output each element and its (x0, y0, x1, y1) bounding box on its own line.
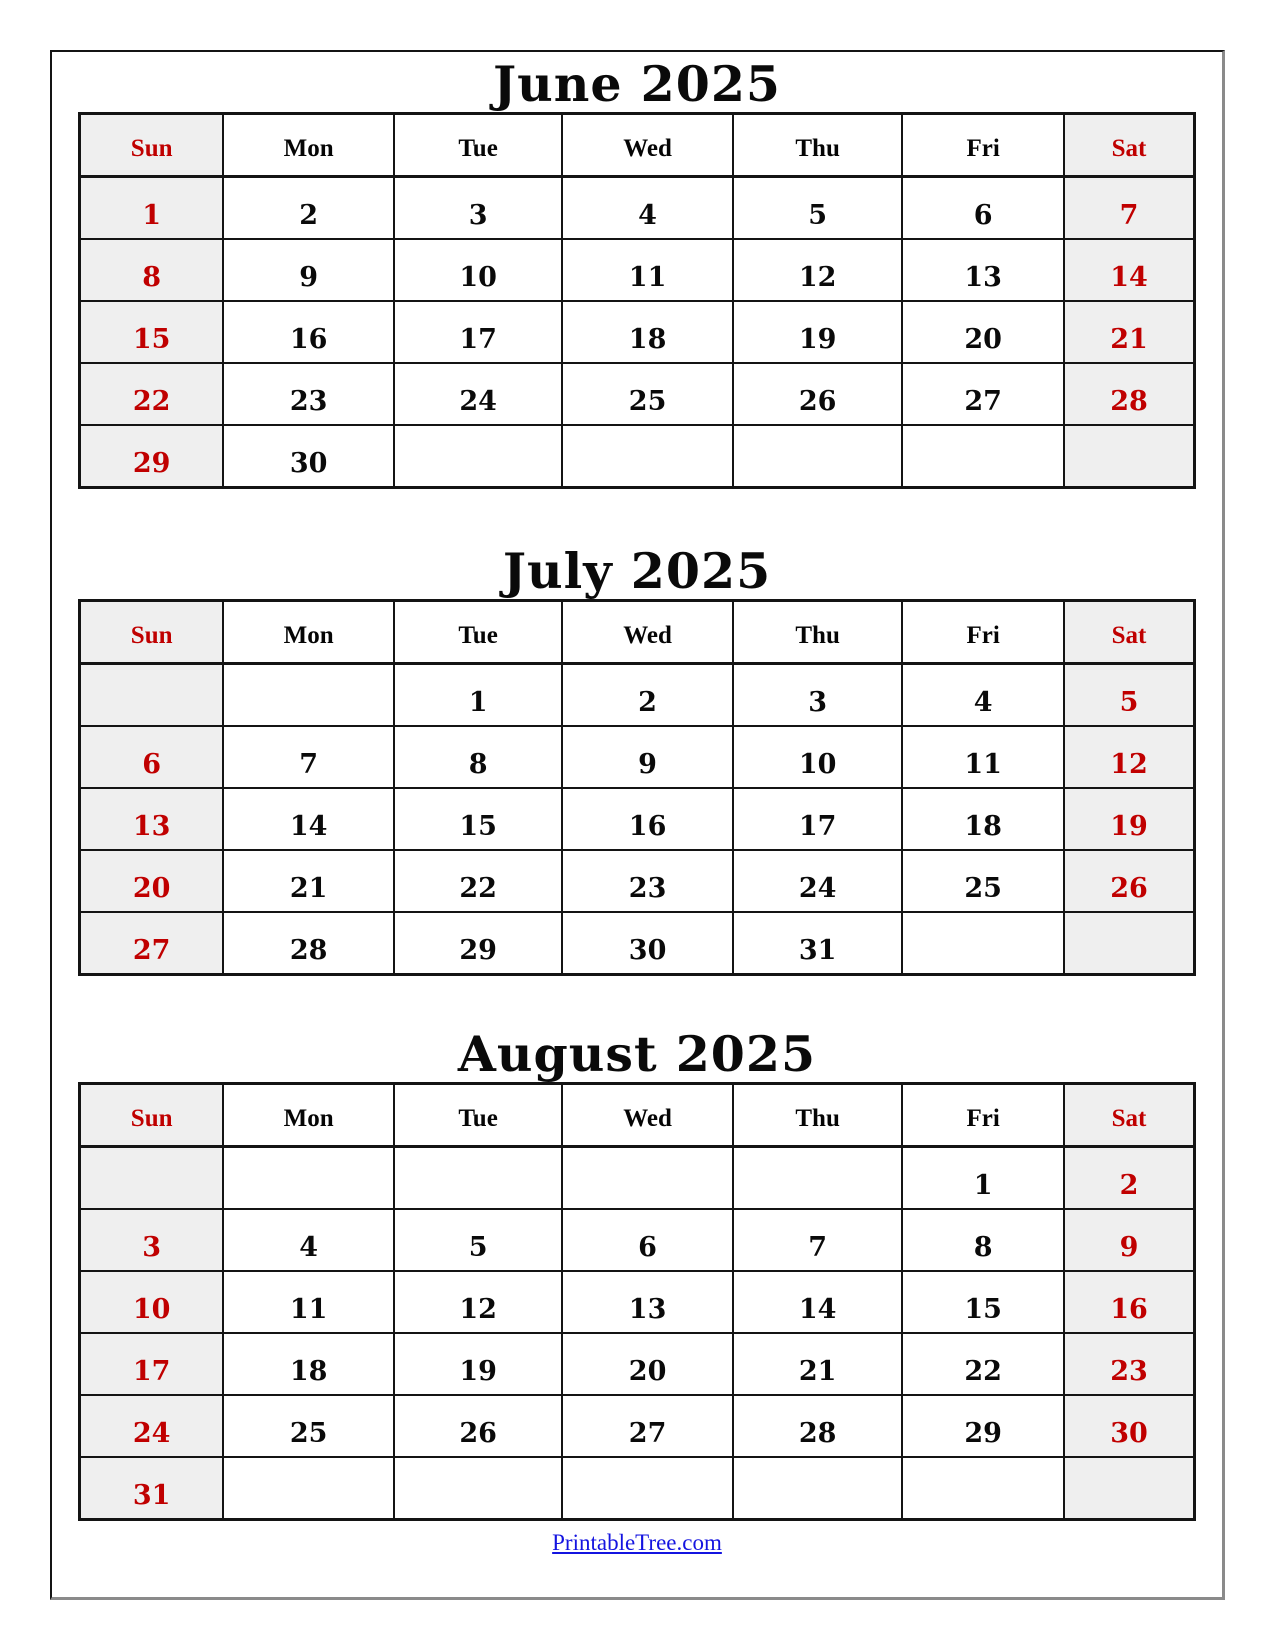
week-row (80, 1271, 1195, 1333)
date-cell: 22 (394, 850, 562, 912)
date-cell: 9 (562, 726, 733, 788)
date-cell: 15 (80, 301, 224, 363)
date-cell (902, 425, 1064, 488)
date-cell (562, 425, 733, 488)
date-cell: 10 (80, 1271, 224, 1333)
date-cell (223, 1457, 394, 1520)
week-row (80, 1147, 1195, 1210)
date-cell: 20 (902, 301, 1064, 363)
date-cell: 4 (902, 664, 1064, 727)
date-cell (562, 1147, 733, 1210)
date-cell: 30 (1064, 1395, 1194, 1457)
date-cell: 3 (394, 177, 562, 240)
day-header-mon: Mon (223, 1084, 394, 1147)
date-cell: 11 (562, 239, 733, 301)
date-cell: 26 (394, 1395, 562, 1457)
day-header-wed: Wed (562, 1084, 733, 1147)
day-header-fri: Fri (902, 114, 1064, 177)
week-row (80, 1209, 1195, 1271)
date-cell: 29 (394, 912, 562, 975)
date-cell: 6 (80, 726, 224, 788)
date-cell: 17 (80, 1333, 224, 1395)
date-cell (394, 1457, 562, 1520)
day-header-thu: Thu (733, 114, 902, 177)
day-header-sat: Sat (1064, 114, 1194, 177)
date-cell: 6 (902, 177, 1064, 240)
date-cell (223, 1147, 394, 1210)
day-header-thu: Thu (733, 601, 902, 664)
date-cell: 8 (394, 726, 562, 788)
day-header-fri: Fri (902, 1084, 1064, 1147)
date-cell: 1 (80, 177, 224, 240)
week-row (80, 239, 1195, 301)
date-cell: 16 (1064, 1271, 1194, 1333)
date-cell: 9 (223, 239, 394, 301)
date-cell: 5 (733, 177, 902, 240)
date-cell: 13 (80, 788, 224, 850)
date-cell: 29 (902, 1395, 1064, 1457)
date-cell: 19 (733, 301, 902, 363)
calendar-table-june (78, 112, 1196, 489)
date-cell: 7 (1064, 177, 1194, 240)
date-cell: 10 (394, 239, 562, 301)
date-cell: 8 (80, 239, 224, 301)
date-cell: 30 (562, 912, 733, 975)
date-cell: 2 (562, 664, 733, 727)
date-cell: 7 (733, 1209, 902, 1271)
date-cell: 13 (902, 239, 1064, 301)
date-cell: 29 (80, 425, 224, 488)
date-cell (1064, 1457, 1194, 1520)
page-frame (50, 50, 1225, 1600)
date-cell: 30 (223, 425, 394, 488)
week-row (80, 726, 1195, 788)
week-row (80, 850, 1195, 912)
date-cell: 1 (902, 1147, 1064, 1210)
date-cell: 1 (394, 664, 562, 727)
date-cell: 20 (80, 850, 224, 912)
date-cell: 21 (1064, 301, 1194, 363)
date-cell (562, 1457, 733, 1520)
date-cell: 22 (80, 363, 224, 425)
date-cell: 5 (394, 1209, 562, 1271)
date-cell: 23 (223, 363, 394, 425)
date-cell: 31 (733, 912, 902, 975)
day-header-tue: Tue (394, 601, 562, 664)
date-cell: 15 (902, 1271, 1064, 1333)
date-cell: 4 (223, 1209, 394, 1271)
week-row (80, 1395, 1195, 1457)
date-cell: 17 (733, 788, 902, 850)
date-cell: 8 (902, 1209, 1064, 1271)
month-title-june: June 2025 (492, 55, 782, 113)
day-header-wed: Wed (562, 601, 733, 664)
date-cell: 22 (902, 1333, 1064, 1395)
date-cell: 25 (562, 363, 733, 425)
week-row (80, 664, 1195, 727)
date-cell (394, 425, 562, 488)
date-cell (902, 912, 1064, 975)
date-cell: 4 (562, 177, 733, 240)
date-cell: 18 (562, 301, 733, 363)
day-header-sat: Sat (1064, 601, 1194, 664)
date-cell: 28 (223, 912, 394, 975)
date-cell (902, 1457, 1064, 1520)
date-cell: 20 (562, 1333, 733, 1395)
date-cell: 19 (394, 1333, 562, 1395)
date-cell: 18 (223, 1333, 394, 1395)
date-cell: 27 (562, 1395, 733, 1457)
date-cell (80, 1147, 224, 1210)
date-cell: 17 (394, 301, 562, 363)
date-cell: 10 (733, 726, 902, 788)
month-title-july: July 2025 (502, 542, 772, 600)
date-cell: 3 (733, 664, 902, 727)
date-cell: 13 (562, 1271, 733, 1333)
page-footer (52, 1530, 1222, 1556)
week-row (80, 177, 1195, 240)
date-cell: 23 (1064, 1333, 1194, 1395)
week-row (80, 363, 1195, 425)
date-cell: 14 (1064, 239, 1194, 301)
day-header-mon: Mon (223, 601, 394, 664)
date-cell: 24 (394, 363, 562, 425)
day-header-wed: Wed (562, 114, 733, 177)
date-cell (80, 664, 224, 727)
week-row (80, 1457, 1195, 1520)
date-cell: 2 (1064, 1147, 1194, 1210)
date-cell: 18 (902, 788, 1064, 850)
date-cell: 12 (1064, 726, 1194, 788)
week-row (80, 788, 1195, 850)
date-cell: 11 (902, 726, 1064, 788)
date-cell: 3 (80, 1209, 224, 1271)
day-header-row (80, 114, 1195, 177)
date-cell: 31 (80, 1457, 224, 1520)
month-title-august: August 2025 (457, 1025, 817, 1083)
date-cell: 7 (223, 726, 394, 788)
day-header-tue: Tue (394, 114, 562, 177)
date-cell: 14 (733, 1271, 902, 1333)
date-cell: 6 (562, 1209, 733, 1271)
day-header-sun: Sun (80, 1084, 224, 1147)
date-cell (1064, 912, 1194, 975)
week-row (80, 912, 1195, 975)
date-cell: 16 (223, 301, 394, 363)
day-header-sun: Sun (80, 114, 224, 177)
week-row (80, 425, 1195, 488)
calendar-table-august (78, 1082, 1196, 1521)
date-cell: 28 (1064, 363, 1194, 425)
date-cell: 9 (1064, 1209, 1194, 1271)
date-cell: 21 (223, 850, 394, 912)
date-cell: 21 (733, 1333, 902, 1395)
date-cell: 25 (902, 850, 1064, 912)
date-cell: 12 (733, 239, 902, 301)
date-cell: 27 (902, 363, 1064, 425)
date-cell: 11 (223, 1271, 394, 1333)
day-header-sun: Sun (80, 601, 224, 664)
date-cell (223, 664, 394, 727)
date-cell (733, 1147, 902, 1210)
date-cell: 25 (223, 1395, 394, 1457)
date-cell (733, 1457, 902, 1520)
date-cell: 5 (1064, 664, 1194, 727)
week-row (80, 1333, 1195, 1395)
date-cell: 12 (394, 1271, 562, 1333)
date-cell: 24 (733, 850, 902, 912)
date-cell: 27 (80, 912, 224, 975)
day-header-sat: Sat (1064, 1084, 1194, 1147)
date-cell: 2 (223, 177, 394, 240)
day-header-mon: Mon (223, 114, 394, 177)
date-cell (733, 425, 902, 488)
date-cell: 15 (394, 788, 562, 850)
date-cell: 16 (562, 788, 733, 850)
date-cell: 23 (562, 850, 733, 912)
date-cell: 26 (733, 363, 902, 425)
date-cell: 14 (223, 788, 394, 850)
date-cell (394, 1147, 562, 1210)
day-header-row (80, 1084, 1195, 1147)
day-header-fri: Fri (902, 601, 1064, 664)
date-cell: 26 (1064, 850, 1194, 912)
day-header-tue: Tue (394, 1084, 562, 1147)
date-cell: 19 (1064, 788, 1194, 850)
footer-link[interactable]: PrintableTree.com (552, 1530, 722, 1555)
day-header-thu: Thu (733, 1084, 902, 1147)
date-cell (1064, 425, 1194, 488)
date-cell: 28 (733, 1395, 902, 1457)
day-header-row (80, 601, 1195, 664)
week-row (80, 301, 1195, 363)
calendar-table-july (78, 599, 1196, 976)
date-cell: 24 (80, 1395, 224, 1457)
